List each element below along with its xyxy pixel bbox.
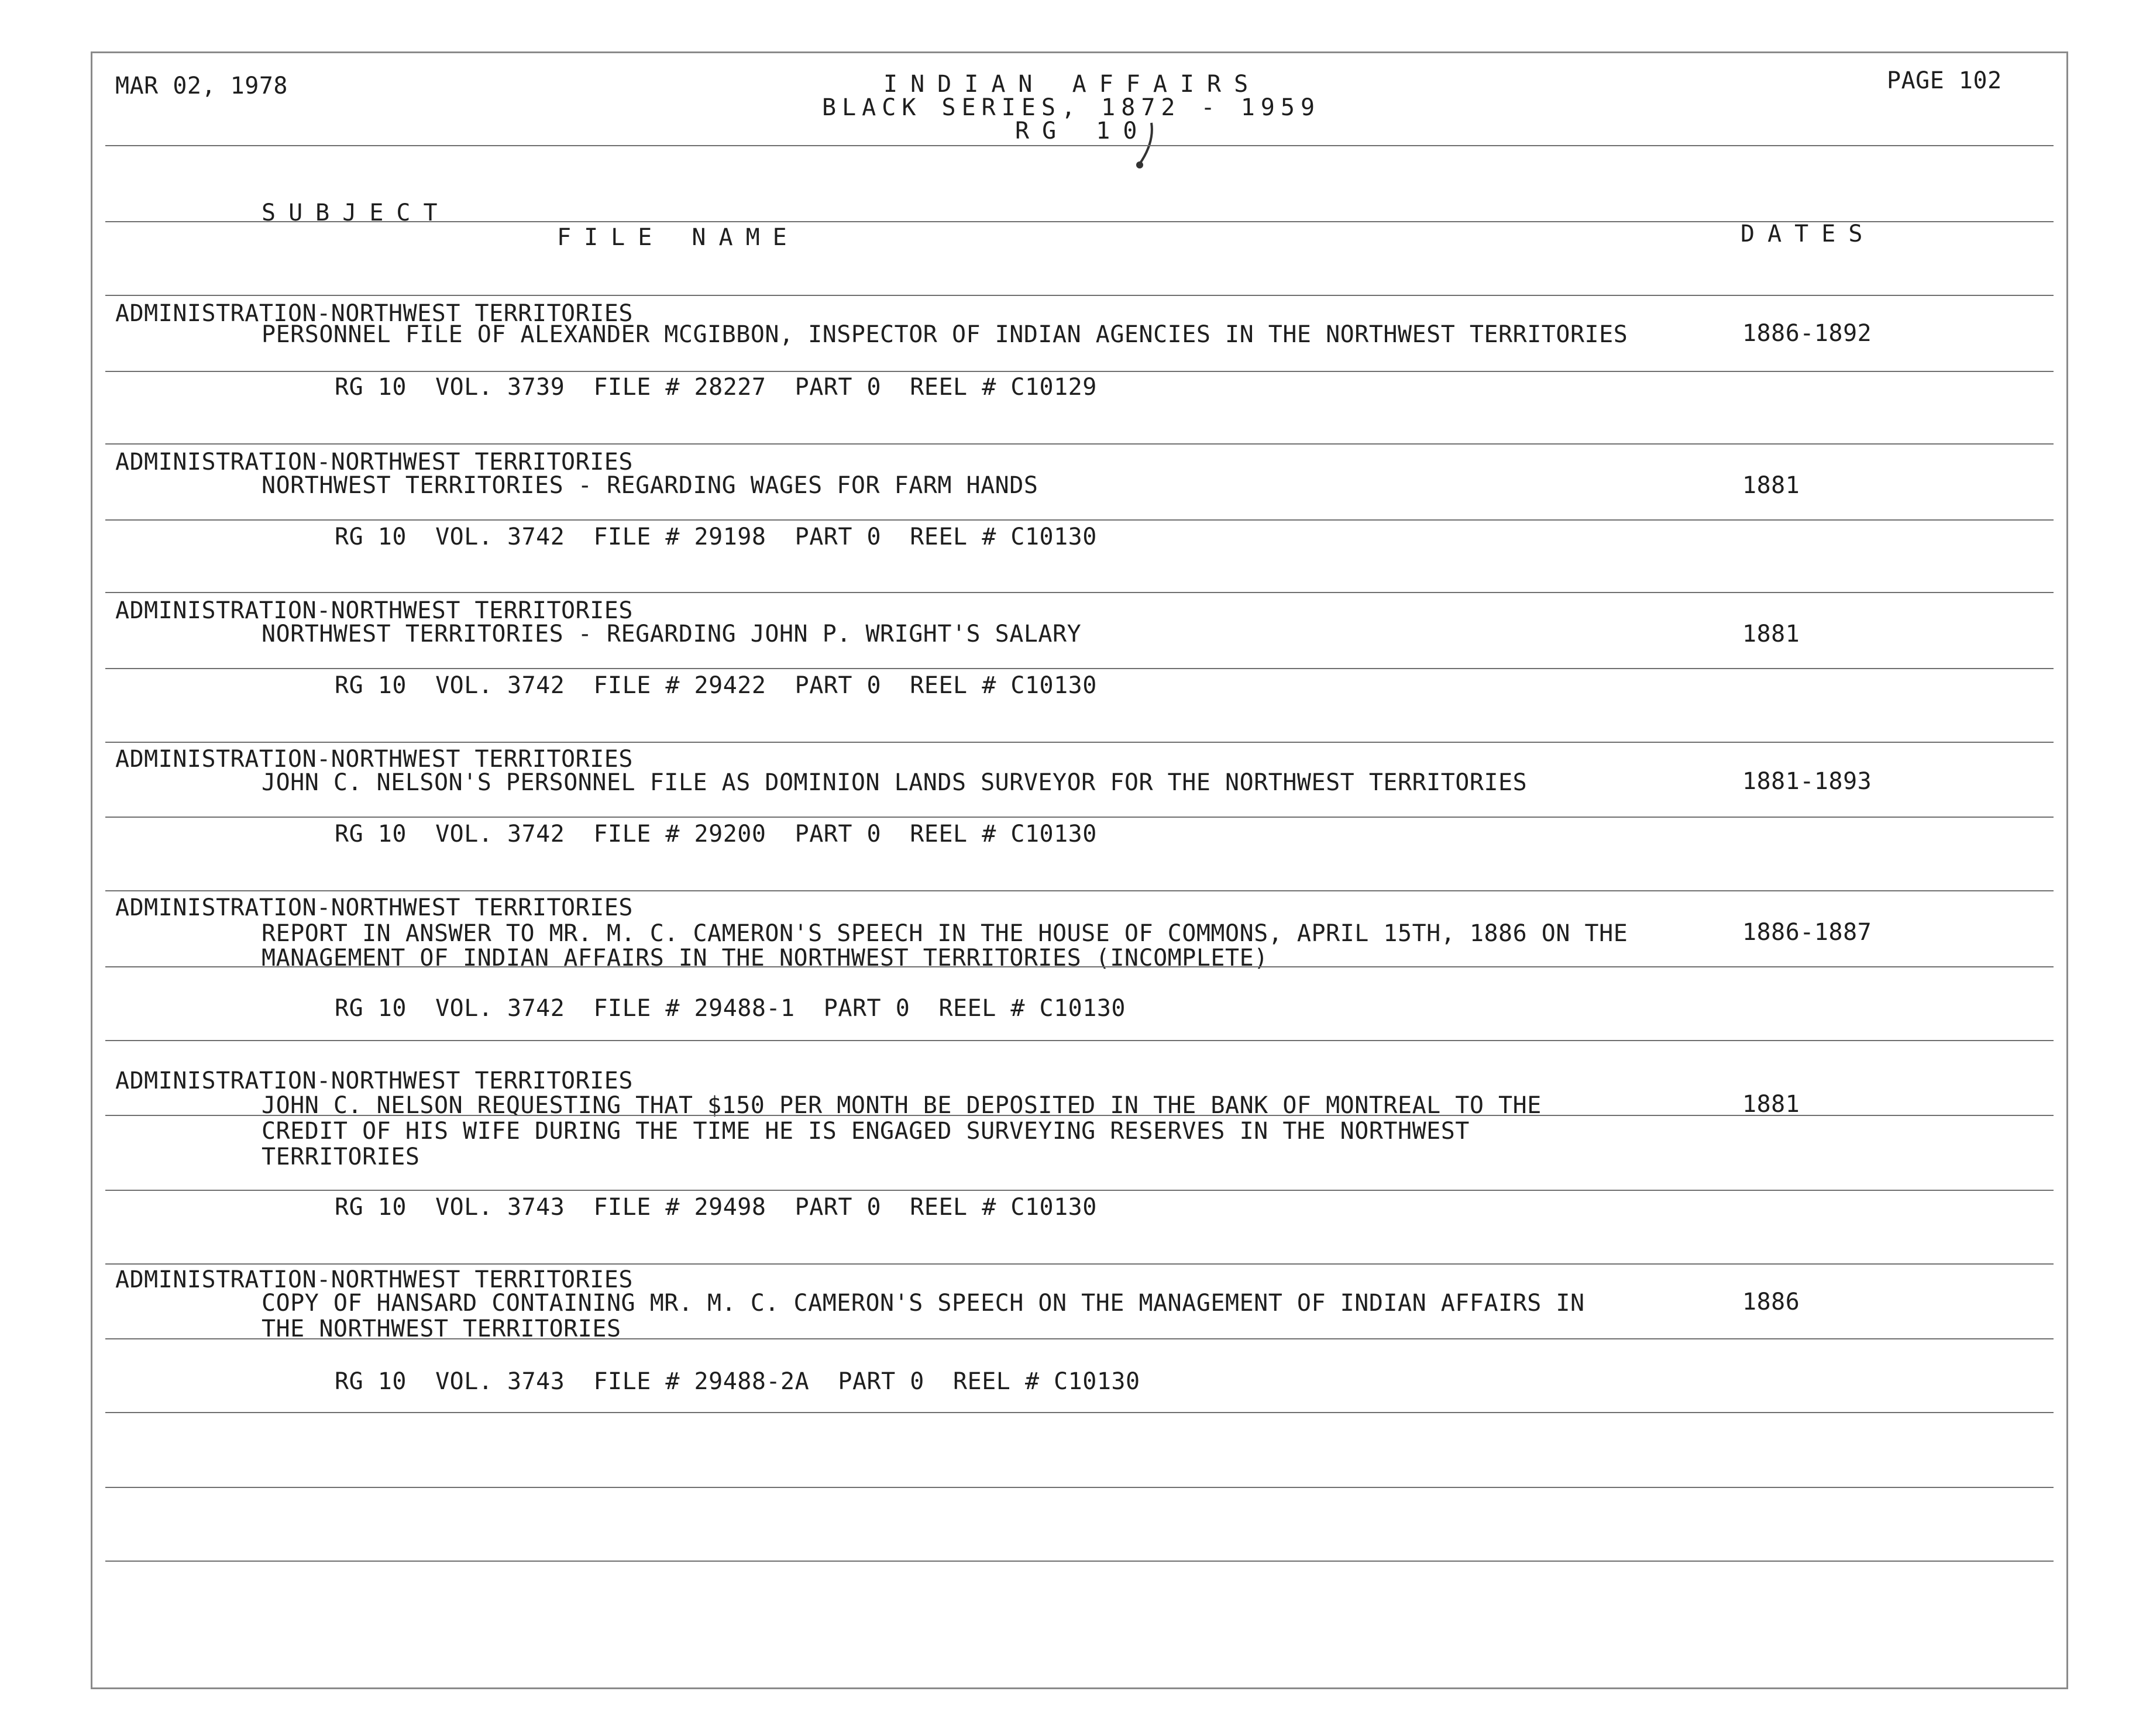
entry-file-name: TERRITORIES xyxy=(262,1143,420,1170)
entry-file-name: CREDIT OF HIS WIFE DURING THE TIME HE IS ENGAGED SURVEYING RESERVES IN THE NORTHWEST xyxy=(262,1118,1470,1145)
entry-dates: 1881 xyxy=(1742,472,1800,499)
entry-reference: RG 10 VOL. 3743 FILE # 29488-2A PART 0 REEL # C10130 xyxy=(335,1368,1140,1395)
entry-reference: RG 10 VOL. 3742 FILE # 29198 PART 0 REEL # C10130 xyxy=(335,523,1097,550)
entry-file-name: JOHN C. NELSON REQUESTING THAT $150 PER MONTH BE DEPOSITED IN THE BANK OF MONTREAL TO THE xyxy=(262,1092,1542,1119)
rule xyxy=(105,742,2054,743)
entry-file-name: COPY OF HANSARD CONTAINING MR. M. C. CAMERON'S SPEECH ON THE MANAGEMENT OF INDIAN AFFAIRS IN xyxy=(262,1290,1585,1317)
entry-subject: ADMINISTRATION-NORTHWEST TERRITORIES xyxy=(115,597,633,624)
rule xyxy=(105,890,2054,891)
rule xyxy=(105,1190,2054,1191)
rule xyxy=(105,145,2054,146)
entry-subject: ADMINISTRATION-NORTHWEST TERRITORIES xyxy=(115,894,633,921)
entry-reference: RG 10 VOL. 3739 FILE # 28227 PART 0 REEL # C10129 xyxy=(335,374,1097,401)
page-number: PAGE 102 xyxy=(1887,67,2002,94)
pen-mark-icon xyxy=(1135,120,1158,173)
rule xyxy=(105,1338,2054,1339)
entry-reference: RG 10 VOL. 3742 FILE # 29200 PART 0 REEL # C10130 xyxy=(335,821,1097,848)
entry-reference: RG 10 VOL. 3742 FILE # 29422 PART 0 REEL # C10130 xyxy=(335,672,1097,699)
entry-file-name: NORTHWEST TERRITORIES - REGARDING JOHN P. WRIGHT'S SALARY xyxy=(262,621,1082,647)
rule xyxy=(105,817,2054,818)
entry-file-name: MANAGEMENT OF INDIAN AFFAIRS IN THE NORTHWEST TERRITORIES (INCOMPLETE) xyxy=(262,945,1268,972)
rule xyxy=(105,592,2054,593)
entry-subject: ADMINISTRATION-NORTHWEST TERRITORIES xyxy=(115,449,633,476)
rule xyxy=(105,1487,2054,1488)
entry-file-name: NORTHWEST TERRITORIES - REGARDING WAGES FOR FARM HANDS xyxy=(262,472,1038,499)
rule xyxy=(105,1263,2054,1265)
rule xyxy=(105,371,2054,372)
column-dates: DATES xyxy=(1741,221,1876,247)
entry-dates: 1886 xyxy=(1742,1289,1800,1315)
rule xyxy=(105,1561,2054,1562)
print-date: MAR 02, 1978 xyxy=(115,73,288,99)
rule xyxy=(105,966,2054,967)
entry-subject: ADMINISTRATION-NORTHWEST TERRITORIES xyxy=(115,746,633,773)
entry-subject: ADMINISTRATION-NORTHWEST TERRITORIES xyxy=(115,1067,633,1094)
rule xyxy=(105,668,2054,669)
rule xyxy=(105,1040,2054,1041)
rule xyxy=(105,1412,2054,1413)
rule xyxy=(105,519,2054,521)
column-subject: SUBJECT xyxy=(262,199,450,226)
column-file-name: FILE NAME xyxy=(557,224,800,251)
entry-dates: 1881 xyxy=(1742,621,1800,647)
page-frame xyxy=(91,51,2068,1689)
entry-dates: 1886-1892 xyxy=(1742,320,1872,347)
entry-subject: ADMINISTRATION-NORTHWEST TERRITORIES xyxy=(115,300,633,327)
entry-dates: 1881 xyxy=(1742,1091,1800,1118)
entry-file-name: PERSONNEL FILE OF ALEXANDER MCGIBBON, INSPECTOR OF INDIAN AGENCIES IN THE NORTHWEST TERRITORIES xyxy=(262,321,1628,348)
entry-reference: RG 10 VOL. 3742 FILE # 29488-1 PART 0 REEL # C10130 xyxy=(335,995,1126,1022)
title-line-2: BLACK SERIES, 1872 - 1959 xyxy=(822,94,1321,121)
entry-reference: RG 10 VOL. 3743 FILE # 29498 PART 0 REEL # C10130 xyxy=(335,1194,1097,1221)
entry-dates: 1886-1887 xyxy=(1742,919,1872,946)
rule xyxy=(105,295,2054,296)
entry-dates: 1881-1893 xyxy=(1742,768,1872,795)
entry-subject: ADMINISTRATION-NORTHWEST TERRITORIES xyxy=(115,1266,633,1293)
rule xyxy=(105,443,2054,445)
entry-file-name: THE NORTHWEST TERRITORIES xyxy=(262,1315,621,1342)
entry-file-name: REPORT IN ANSWER TO MR. M. C. CAMERON'S SPEECH IN THE HOUSE OF COMMONS, APRIL 15TH, 1886 ON THE xyxy=(262,920,1628,947)
rule xyxy=(105,1115,2054,1116)
title-line-3: RG 10 xyxy=(1015,118,1150,144)
entry-file-name: JOHN C. NELSON'S PERSONNEL FILE AS DOMINION LANDS SURVEYOR FOR THE NORTHWEST TERRITORIES xyxy=(262,769,1528,796)
title-line-1: INDIAN AFFAIRS xyxy=(883,71,1261,98)
